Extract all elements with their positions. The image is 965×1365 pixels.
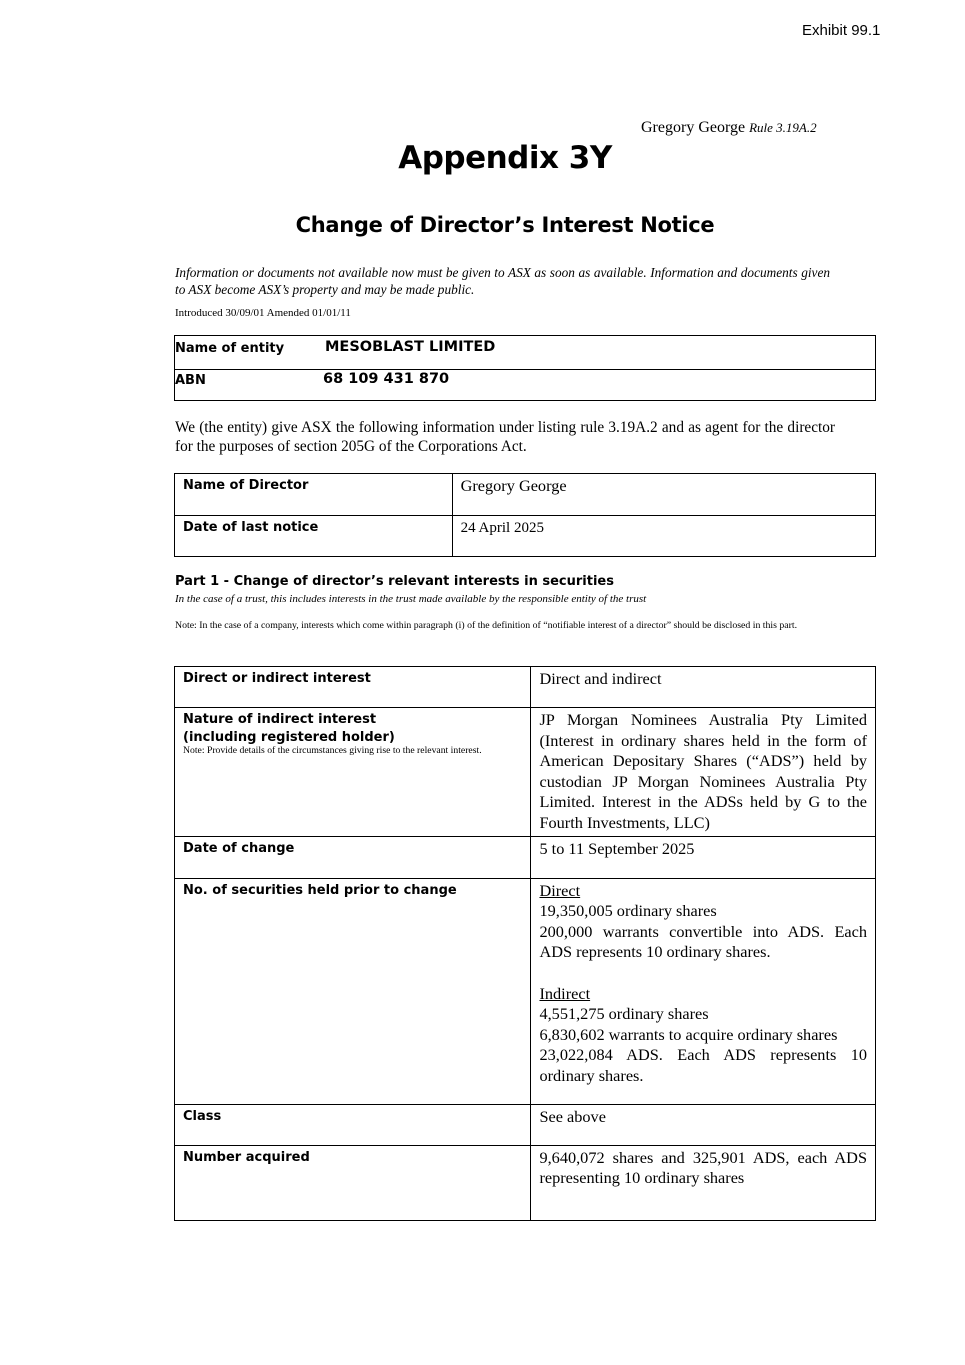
prior-indirect-line3: 23,022,084 ADS. Each ADS represents 10 ordinary shares. xyxy=(539,1045,867,1085)
table-row xyxy=(175,708,876,837)
prior-indirect-line1: 4,551,275 ordinary shares xyxy=(539,1004,709,1024)
director-name-label: Name of Director xyxy=(175,474,453,516)
table-row xyxy=(175,1145,876,1220)
prior-label: No. of securities held prior to change xyxy=(175,878,531,1104)
acquired-value: 9,640,072 shares and 325,901 ADS, each ADS representing 10 ordinary shares xyxy=(531,1145,876,1220)
prior-indirect-line2: 6,830,602 warrants to acquire ordinary shares xyxy=(539,1024,838,1044)
nature-label-cell xyxy=(175,708,531,837)
last-notice-value: 24 April 2025 xyxy=(452,516,875,557)
direct-indirect-value: Direct and indirect xyxy=(531,667,876,708)
abn-label: ABN xyxy=(175,373,206,388)
nature-note: Note: Provide details of the circumstances giving rise to the relevant interest. xyxy=(183,745,482,756)
last-notice-label: Date of last notice xyxy=(175,516,453,557)
header-rule-line xyxy=(641,119,817,137)
class-value: See above xyxy=(531,1104,876,1145)
table-row xyxy=(175,836,876,878)
table-row xyxy=(175,516,876,557)
exhibit-label: Exhibit 99.1 xyxy=(802,22,881,39)
direct-indirect-label: Direct or indirect interest xyxy=(175,667,531,708)
page-subtitle: Change of Director’s Interest Notice xyxy=(295,213,715,237)
nature-label-sub: (including registered holder) xyxy=(183,730,395,745)
prior-indirect-heading: Indirect xyxy=(539,983,591,1003)
table-row xyxy=(175,667,876,708)
acquired-label: Number acquired xyxy=(175,1145,531,1220)
entity-name-row xyxy=(174,335,876,370)
entity-name-label: Name of entity xyxy=(175,341,285,356)
part1-subtitle: In the case of a trust, this includes interests in the trust made available by the responsible entity of the trust xyxy=(175,593,647,605)
abn-row xyxy=(174,368,876,401)
intro-paragraph: We (the entity) give ASX the following information under listing rule 3.19A.2 and as agent for the director for the purposes of section 205G of the Corporations Act. xyxy=(175,419,835,455)
table-row xyxy=(175,1104,876,1145)
table-row xyxy=(175,878,876,1104)
introduced-text: Introduced 30/09/01 Amended 01/01/11 xyxy=(175,307,351,319)
nature-label: Nature of indirect interest xyxy=(183,712,377,727)
prior-direct-line1: 19,350,005 ordinary shares xyxy=(539,901,717,921)
prior-value-cell xyxy=(531,878,876,1104)
header-director-name: Gregory George xyxy=(641,119,746,136)
nature-value: JP Morgan Nominees Australia Pty Limited (Interest in ordinary shares held in the form of American Depositary Shares (“ADS”) held by custodian JP Morgan Nominees Australia Pty Limited. Interest in the ADSs held by G to the Fourth Investments, LLC) xyxy=(531,708,876,837)
spacer xyxy=(539,963,867,984)
director-name-value: Gregory George xyxy=(452,474,875,516)
table-row xyxy=(175,474,876,516)
prior-direct-heading: Direct xyxy=(539,880,581,900)
date-change-value: 5 to 11 September 2025 xyxy=(531,836,876,878)
entity-name-value: MESOBLAST LIMITED xyxy=(325,339,496,355)
page-title: Appendix 3Y xyxy=(398,140,612,176)
class-label: Class xyxy=(175,1104,531,1145)
director-table xyxy=(174,473,876,557)
part1-note: Note: In the case of a company, interests which come within paragraph (i) of the definition of “notifiable interest of a director” should be disclosed in this part. xyxy=(175,620,798,631)
prior-direct-line2: 200,000 warrants convertible into ADS. Each ADS represents 10 ordinary shares. xyxy=(539,921,867,962)
info-text: Information or documents not available now must be given to ASX as soon as available. Information and documents given to ASX become ASX’s property and may be made public. xyxy=(175,265,830,297)
header-rule: Rule 3.19A.2 xyxy=(749,120,817,135)
part1-title: Part 1 - Change of director’s relevant interests in securities xyxy=(175,574,614,589)
date-change-label: Date of change xyxy=(175,836,531,878)
abn-value: 68 109 431 870 xyxy=(323,371,450,387)
interest-details-table xyxy=(174,666,876,1221)
